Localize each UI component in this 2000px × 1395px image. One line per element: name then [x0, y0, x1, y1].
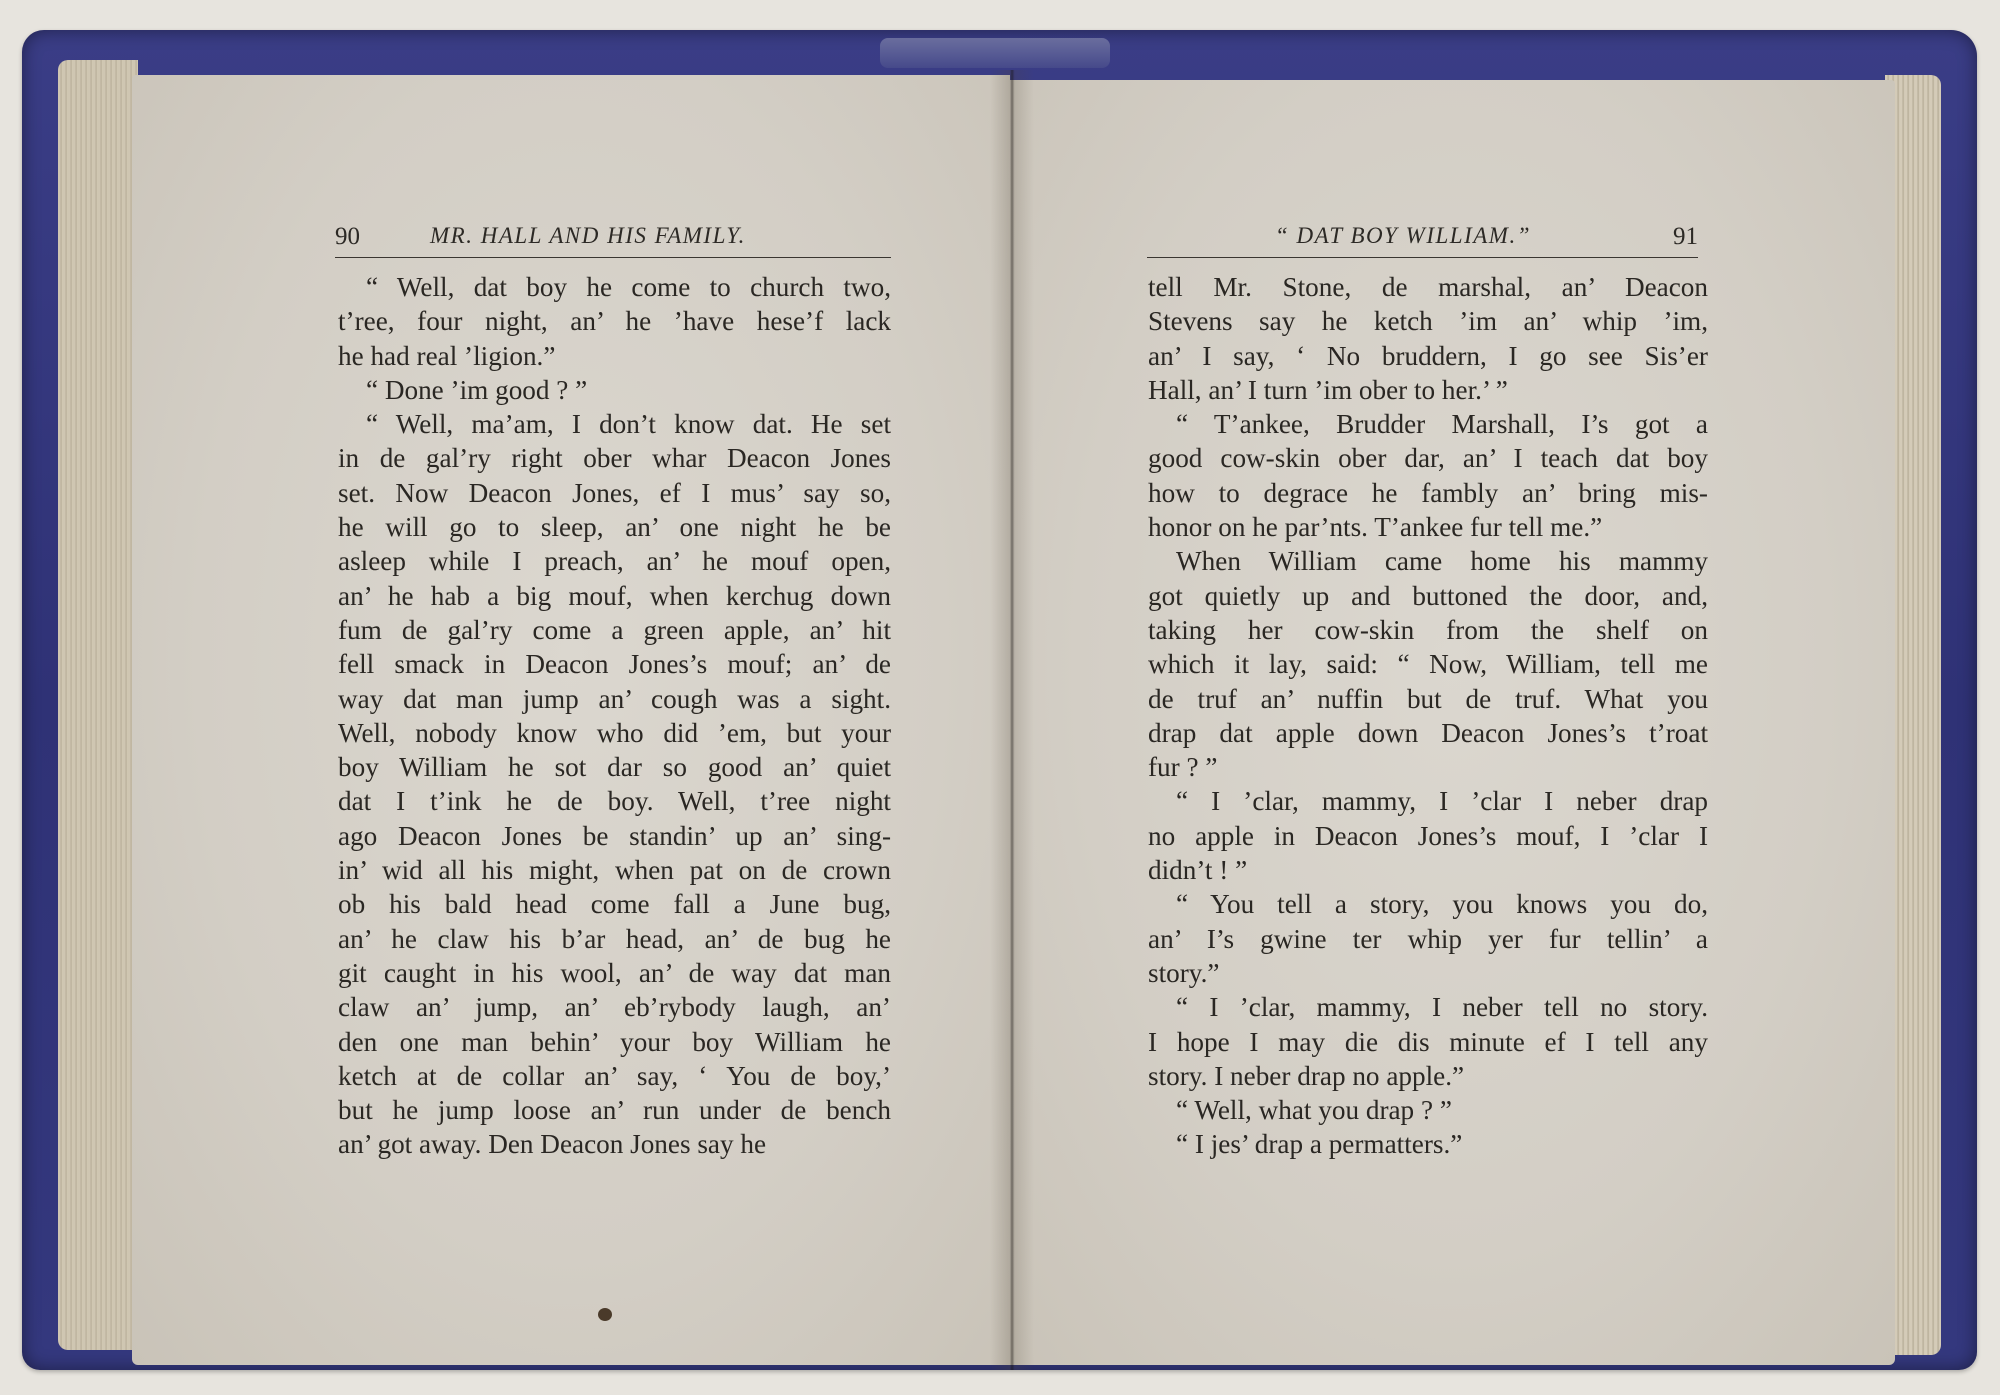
text-line: “ I ’clar, mammy, I ’clar I neber drap [1176, 786, 1708, 817]
text-line: an’ he hab a big mouf, when kerchug down [338, 580, 891, 611]
text-line: an’ he claw his b’ar head, an’ de bug he [338, 923, 891, 954]
right-running-title: “ DAT BOY WILLIAM.” [1275, 223, 1531, 248]
text-line: way dat man jump an’ cough was a sight. [338, 683, 891, 714]
text-line: ob his bald head come fall a June bug, [338, 889, 891, 920]
text-line: tell Mr. Stone, de marshal, an’ Deacon [1148, 272, 1708, 302]
text-line: story. I neber drap no apple.” [1148, 1060, 1465, 1091]
text-line: “ T’ankee, Brudder Marshall, I’s got a [1176, 409, 1708, 440]
text-line: den one man behin’ your boy William he [338, 1026, 891, 1057]
text-line: honor on he par’nts. T’ankee fur tell me.” [1148, 512, 1603, 543]
right-page-number: 91 [1673, 223, 1698, 250]
text-line: Stevens say he ketch ’im an’ whip ’im, [1148, 306, 1708, 337]
text-line: t’ree, four night, an’ he ’have hese’f lack [338, 306, 891, 337]
text-line: Hall, an’ I turn ’im ober to her.’ ” [1148, 374, 1508, 405]
text-line: didn’t ! ” [1148, 855, 1248, 886]
text-line: boy William he sot dar so good an’ quiet [338, 752, 891, 783]
text-line: ketch at de collar an’ say, ‘ You de boy,’ [338, 1060, 891, 1091]
text-line: which it lay, said: “ Now, William, tell me [1148, 649, 1708, 680]
text-line: “ I jes’ drap a permatters.” [1176, 1129, 1463, 1160]
text-line: in de gal’ry right ober whar Deacon Jones [338, 443, 891, 474]
text-line: how to degrace he fambly an’ bring mis- [1148, 477, 1708, 508]
text-line: “ Well, ma’am, I don’t know dat. He set [366, 409, 891, 440]
left-page-number: 90 [335, 223, 360, 250]
text-line: git caught in his wool, an’ de way dat man [338, 957, 891, 988]
text-line: de truf an’ nuffin but de truf. What you [1148, 683, 1708, 714]
text-line: taking her cow-skin from the shelf on [1148, 614, 1708, 645]
text-line: he had real ’ligion.” [338, 340, 556, 371]
text-line: in’ wid all his might, when pat on de crown [338, 855, 891, 886]
text-line: he will go to sleep, an’ one night he be [338, 512, 891, 543]
text-line: got quietly up and buttoned the door, and, [1148, 580, 1708, 611]
ink-spot [598, 1308, 612, 1321]
spine-wear [880, 38, 1110, 68]
right-running-head [1147, 219, 1698, 258]
text-line: “ Done ’im good ? ” [366, 374, 588, 405]
text-line: Well, nobody know who did ’em, but your [338, 717, 891, 748]
text-line: “ You tell a story, you knows you do, [1176, 889, 1708, 920]
left-running-title: MR. HALL AND HIS FAMILY. [430, 223, 746, 248]
text-line: set. Now Deacon Jones, ef I mus’ say so, [338, 477, 891, 508]
text-line: “ Well, dat boy he come to church two, [366, 272, 891, 302]
left-page-text [338, 270, 891, 1162]
text-line: “ Well, what you drap ? ” [1176, 1095, 1452, 1126]
text-line: no apple in Deacon Jones’s mouf, I ’clar I [1148, 820, 1708, 851]
text-line: good cow-skin ober dar, an’ I teach dat boy [1148, 443, 1708, 474]
text-line: fur ? ” [1148, 752, 1218, 783]
text-line: asleep while I preach, an’ he mouf open, [338, 546, 891, 577]
text-line: an’ I’s gwine ter whip yer fur tellin’ a [1148, 923, 1708, 954]
text-line: fum de gal’ry come a green apple, an’ hit [338, 614, 891, 645]
left-running-head [335, 219, 891, 258]
text-line: dat I t’ink he de boy. Well, t’ree night [338, 786, 891, 817]
text-line: story.” [1148, 957, 1220, 988]
right-page-text [1148, 270, 1708, 1162]
text-line: but he jump loose an’ run under de bench [338, 1095, 891, 1126]
text-line: ago Deacon Jones be standin’ up an’ sing- [338, 820, 891, 851]
text-line: drap dat apple down Deacon Jones’s t’roat [1148, 717, 1708, 748]
text-line: claw an’ jump, an’ eb’rybody laugh, an’ [338, 992, 891, 1023]
text-line: When William came home his mammy [1176, 546, 1708, 577]
book-gutter [990, 70, 1034, 1370]
text-line: an’ I say, ‘ No bruddern, I go see Sis’er [1148, 340, 1708, 371]
text-line: fell smack in Deacon Jones’s mouf; an’ de [338, 649, 891, 680]
text-line: “ I ’clar, mammy, I neber tell no story. [1176, 992, 1708, 1023]
left-page-edges [58, 60, 138, 1350]
text-line: I hope I may die dis minute ef I tell any [1148, 1026, 1708, 1057]
text-line: an’ got away. Den Deacon Jones say he [338, 1129, 767, 1160]
